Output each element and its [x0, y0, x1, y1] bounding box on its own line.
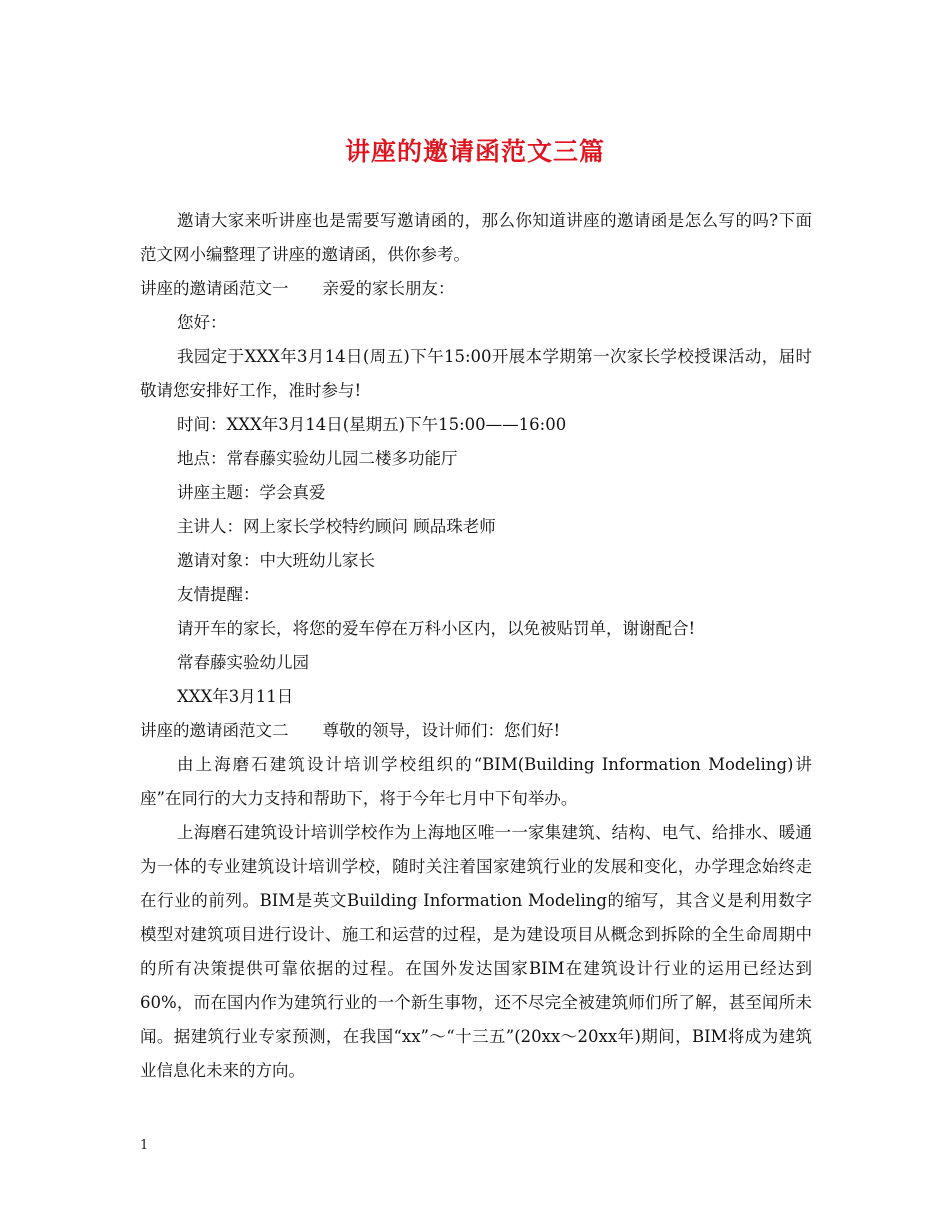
- sample1-topic: 讲座主题：学会真爱: [177, 483, 326, 502]
- sample1-salutation: 亲爱的家长朋友：: [322, 279, 455, 298]
- sample2-salutation: 尊敬的领导，设计师们：您们好!: [322, 721, 561, 740]
- document-body: [140, 204, 812, 1088]
- sample1-heading-line: [140, 272, 812, 306]
- sample2-heading: 讲座的邀请函范文二: [140, 721, 289, 740]
- document-title: 讲座的邀请函范文三篇: [344, 137, 605, 166]
- sample2-paragraph1: 由上海磨石建筑设计培训学校组织的“BIM(Building Information Modeling)讲座”在同行的大力支持和帮助下，将于今年七月中下旬举办。: [140, 755, 812, 808]
- sample1-signature: 常春藤实验幼儿园: [177, 653, 309, 672]
- sample1-heading: 讲座的邀请函范文一: [140, 279, 289, 298]
- sample1-audience: 邀请对象：中大班幼儿家长: [177, 551, 375, 570]
- sample1-reminder-label: 友情提醒：: [177, 585, 260, 604]
- sample1-speaker: 主讲人：网上家长学校特约顾问 顾品珠老师: [177, 517, 496, 536]
- sample1-time: 时间：XXX年3月14日(星期五)下午15:00——16:00: [177, 415, 567, 434]
- sample2-paragraph2: 上海磨石建筑设计培训学校作为上海地区唯一一家集建筑、结构、电气、给排水、暖通为一体的专业建筑设计培训学校，随时关注着国家建筑行业的发展和变化，办学理念始终走在行业的前列。BIM是英文Building Information Modeling的缩写，其含义是利用数字模型对建筑项目进行设计、施工和运营的过程，是为建设项目从概念到拆除的全生命周期中的所有决策提供可靠依据的过程。在国外发达国家BIM在建筑设计行业的运用已经达到60%，而在国内作为建筑行业的一个新生事物，还不尽完全被建筑师们所了解，甚至闻所未闻。据建筑行业专家预测，在我国“xx”～“十三五”(20xx～20xx年)期间，BIM将成为建筑业信息化未来的方向。: [140, 823, 812, 1080]
- sample2-heading-line: [140, 714, 812, 748]
- sample1-date: XXX年3月11日: [177, 687, 294, 706]
- sample1-greeting: 您好：: [177, 313, 227, 332]
- sample1-location: 地点：常春藤实验幼儿园二楼多功能厅: [177, 449, 458, 468]
- sample1-announcement: 我园定于XXX年3月14日(周五)下午15:00开展本学期第一次家长学校授课活动，届时敬请您安排好工作，准时参与!: [140, 347, 812, 400]
- intro-paragraph: 邀请大家来听讲座也是需要写邀请函的，那么你知道讲座的邀请函是怎么写的吗?下面范文网小编整理了讲座的邀请函，供你参考。: [140, 211, 812, 264]
- page-number: 1: [140, 1138, 149, 1153]
- sample1-reminder: 请开车的家长，将您的爱车停在万科小区内，以免被贴罚单，谢谢配合!: [177, 619, 696, 638]
